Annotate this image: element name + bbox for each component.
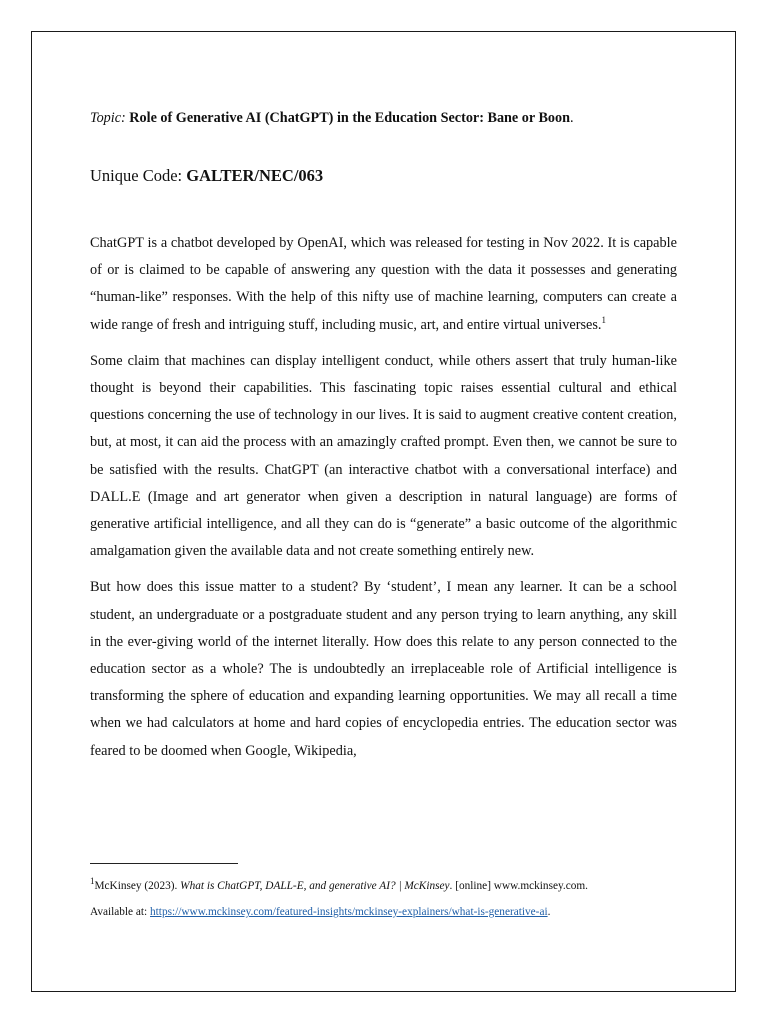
topic-line bbox=[90, 108, 690, 128]
unique-code-label: Unique Code: bbox=[90, 166, 183, 185]
footnote-number: 1 bbox=[90, 876, 95, 887]
footnote-end: . bbox=[547, 906, 551, 918]
footnote-line-2 bbox=[90, 899, 680, 925]
paragraph-1 bbox=[90, 230, 677, 339]
footnote-suffix: . [online] www.mckinsey.com. bbox=[449, 880, 589, 892]
paragraph-3: But how does this issue matter to a student? By ‘student’, I mean any learner. It can be a school student, an undergraduate or a postgraduate student and any person trying to learn anything, any skill in the ever-giving world of the internet literally. How does this relate to any person connected to the education sector as a whole? The is undoubtedly an irreplaceable role of Artificial intelligence is transforming the sphere of education and expanding learning opportunities. We may all recall a time when we had calculators at home and hard copies of encyclopedia entries. The education sector was feared to be doomed when Google, Wikipedia, bbox=[90, 579, 677, 759]
unique-code-value: GALTER/NEC/063 bbox=[186, 166, 324, 185]
unique-code-line bbox=[90, 165, 690, 187]
footnote-available-label: Available at: bbox=[90, 906, 151, 918]
footnote-title: What is ChatGPT, DALL-E, and generative AI? | McKinsey bbox=[180, 880, 450, 892]
topic-title: Role of Generative AI (ChatGPT) in the Education Sector: Bane or Boon bbox=[129, 110, 571, 126]
paragraph-1-text: ChatGPT is a chatbot developed by OpenAI, which was released for testing in Nov 2022. It is capable of or is claimed to be capable of answering any question with the data it possesses and generating “human-like” responses. With the help of this nifty use of machine learning, computers can create a wide range of fresh and intriguing stuff, including music, art, and entire virtual universes. bbox=[90, 235, 677, 333]
footnote-reference[interactable]: 1 bbox=[601, 314, 607, 325]
essay-body bbox=[90, 230, 677, 774]
topic-end: . bbox=[570, 110, 574, 126]
footnote-separator bbox=[90, 863, 238, 864]
footnote bbox=[90, 873, 680, 925]
footnote-link[interactable]: https://www.mckinsey.com/featured-insights/mckinsey-explainers/what-is-generative-ai bbox=[150, 906, 548, 918]
paragraph-2: Some claim that machines can display intelligent conduct, while others assert that truly human-like thought is beyond their capabilities. This fascinating topic raises essential cultural and ethical questions concerning the use of technology in our lives. It is said to augment creative content creation, but, at most, it can aid the process with an amazingly crafted prompt. Even then, we cannot be sure to be satisfied with the results. ChatGPT (an interactive chatbot with a conversational interface) and DALL.E (Image and art generator when given a description in natural language) are forms of generative artificial intelligence, and all they can do is “generate” a basic outcome of the algorithmic amalgamation given the available data and not create something entirely new. bbox=[90, 352, 677, 560]
footnote-prefix: McKinsey (2023). bbox=[94, 880, 181, 892]
topic-label: Topic: bbox=[90, 110, 126, 126]
footnote-line-1 bbox=[90, 873, 680, 899]
